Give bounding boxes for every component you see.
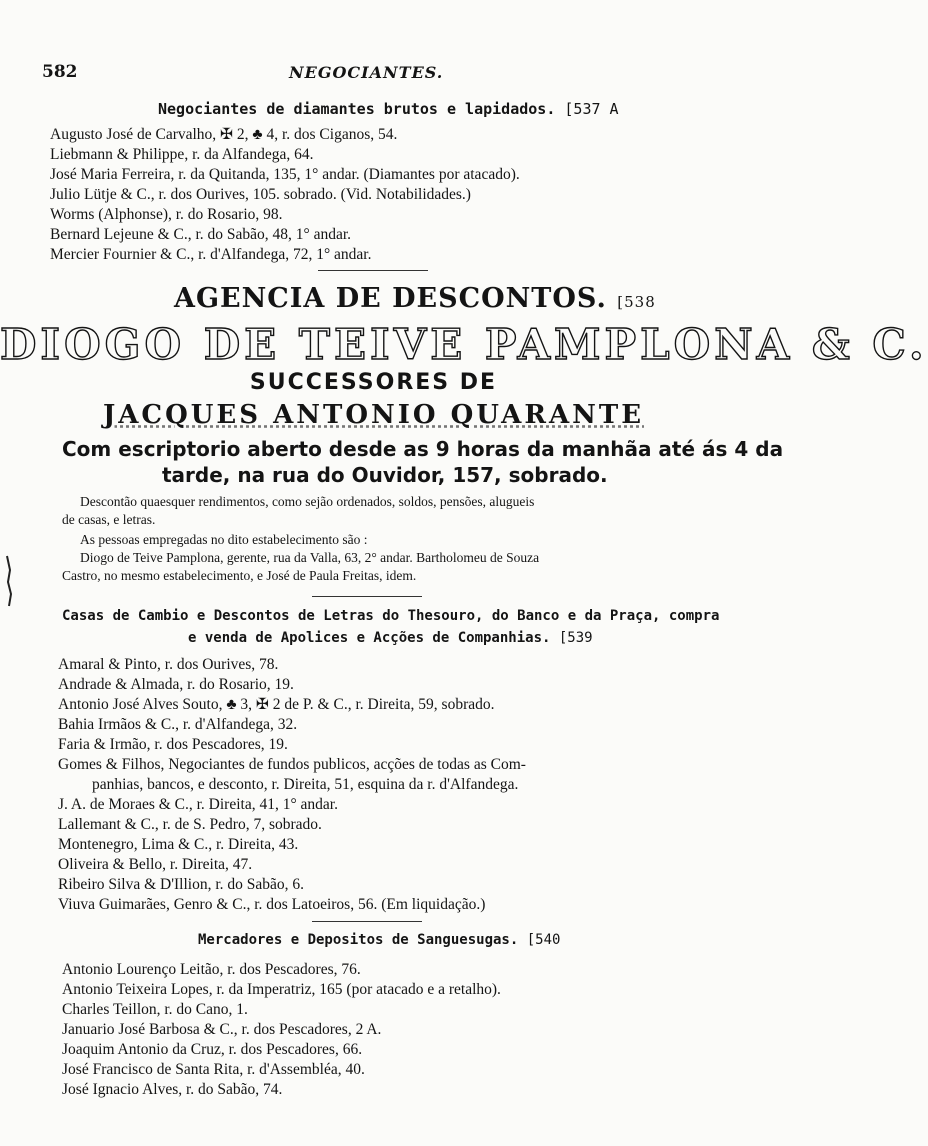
section-title: e venda de Apolices e Acções de Companhias.	[188, 630, 551, 646]
divider	[312, 921, 422, 922]
list-item: Oliveira & Bello, r. Direita, 47.	[58, 856, 253, 873]
list-item: Joaquim Antonio da Cruz, r. dos Pescadores, 66.	[62, 1041, 363, 1058]
agency-title	[174, 283, 656, 314]
staff-text: Castro, no mesmo estabelecimento, e José de Paula Freitas, idem.	[62, 568, 417, 583]
list-item: Julio Lütje & C., r. dos Ourives, 105. sobrado. (Vid. Notabilidades.)	[50, 186, 471, 203]
list-item: Antonio Lourenço Leitão, r. dos Pescadores, 76.	[62, 961, 361, 978]
list-item: Januario José Barbosa & C., r. dos Pescadores, 2 A.	[62, 1021, 382, 1038]
list-item: Mercier Fournier & C., r. d'Alfandega, 72, 1° andar.	[50, 246, 372, 263]
section-title: Negociantes de diamantes brutos e lapidados.	[158, 100, 556, 118]
list-item: J. A. de Moraes & C., r. Direita, 41, 1° andar.	[58, 796, 338, 813]
office-address-line: tarde, na rua do Ouvidor, 157, sobrado.	[162, 463, 608, 487]
section-ref: [537 A	[564, 100, 619, 118]
margin-bracket-mark	[4, 556, 14, 606]
list-item: Worms (Alphonse), r. do Rosario, 98.	[50, 206, 283, 223]
list-item: Bahia Irmãos & C., r. d'Alfandega, 32.	[58, 716, 298, 733]
list-item: Antonio José Alves Souto, ♣ 3, ✠ 2 de P. & C., r. Direita, 59, sobrado.	[58, 696, 495, 713]
section-heading-diamantes	[158, 100, 619, 118]
staff-text: As pessoas empregadas no dito estabelecimento são :	[80, 532, 368, 547]
list-item: Charles Teillon, r. do Cano, 1.	[62, 1001, 248, 1018]
page-number: 582	[42, 62, 78, 82]
section-title: Mercadores e Depositos de Sanguesugas.	[198, 932, 519, 948]
list-item: Viuva Guimarães, Genro & C., r. dos Latoeiros, 56. (Em liquidação.)	[58, 896, 486, 913]
list-item: Ribeiro Silva & D'Illion, r. do Sabão, 6.	[58, 876, 305, 893]
list-item: Amaral & Pinto, r. dos Ourives, 78.	[58, 656, 279, 673]
predecessor-name: JACQUES ANTONIO QUARANTE	[102, 400, 645, 430]
list-item: Lallemant & C., r. de S. Pedro, 7, sobrado.	[58, 816, 322, 833]
section-heading-cambio: Casas de Cambio e Descontos de Letras do Thesouro, do Banco e da Praça, compra	[62, 608, 720, 624]
list-item: Liebmann & Philippe, r. da Alfandega, 64.	[50, 146, 314, 163]
staff-text: Diogo de Teive Pamplona, gerente, rua da Valla, 63, 2° andar. Bartholomeu de Souza	[80, 550, 540, 565]
firm-name: DIOGO DE TEIVE PAMPLONA & C.	[0, 320, 928, 369]
divider	[312, 596, 422, 597]
section-heading-cambio-cont	[188, 628, 593, 649]
list-item: Gomes & Filhos, Negociantes de fundos publicos, acções de todas as Com-	[58, 756, 526, 773]
discount-text: Descontão quaesquer rendimentos, como sejão ordenados, soldos, pensões, alugueis	[80, 494, 535, 509]
section-ref: [538	[617, 293, 656, 311]
running-title: NEGOCIANTES.	[289, 63, 444, 82]
section-ref: [540	[526, 932, 561, 948]
section-heading-sanguesugas	[198, 930, 560, 951]
running-head	[42, 62, 702, 84]
list-item: Antonio Teixeira Lopes, r. da Imperatriz, 165 (por atacado e a retalho).	[62, 981, 501, 998]
office-hours-line: Com escriptorio aberto desde as 9 horas da manhãa até ás 4 da	[62, 437, 784, 461]
section-ref: [539	[558, 630, 593, 646]
list-item: panhias, bancos, e desconto, r. Direita, 51, esquina da r. d'Alfandega.	[92, 776, 519, 793]
list-item: Faria & Irmão, r. dos Pescadores, 19.	[58, 736, 288, 753]
list-item: José Ignacio Alves, r. do Sabão, 74.	[62, 1081, 283, 1098]
list-item: José Maria Ferreira, r. da Quitanda, 135, 1° andar. (Diamantes por atacado).	[50, 166, 520, 183]
list-item: Bernard Lejeune & C., r. do Sabão, 48, 1° andar.	[50, 226, 352, 243]
successores-label: SUCCESSORES DE	[249, 370, 498, 395]
agency-title-text: AGENCIA DE DESCONTOS.	[174, 283, 607, 314]
divider	[318, 270, 428, 271]
list-item: Montenegro, Lima & C., r. Direita, 43.	[58, 836, 299, 853]
discount-text: de casas, e letras.	[62, 512, 156, 527]
list-item: Andrade & Almada, r. do Rosario, 19.	[58, 676, 294, 693]
list-item: José Francisco de Santa Rita, r. d'Assembléa, 40.	[62, 1061, 365, 1078]
list-item: Augusto José de Carvalho, ✠ 2, ♣ 4, r. dos Ciganos, 54.	[50, 126, 398, 143]
